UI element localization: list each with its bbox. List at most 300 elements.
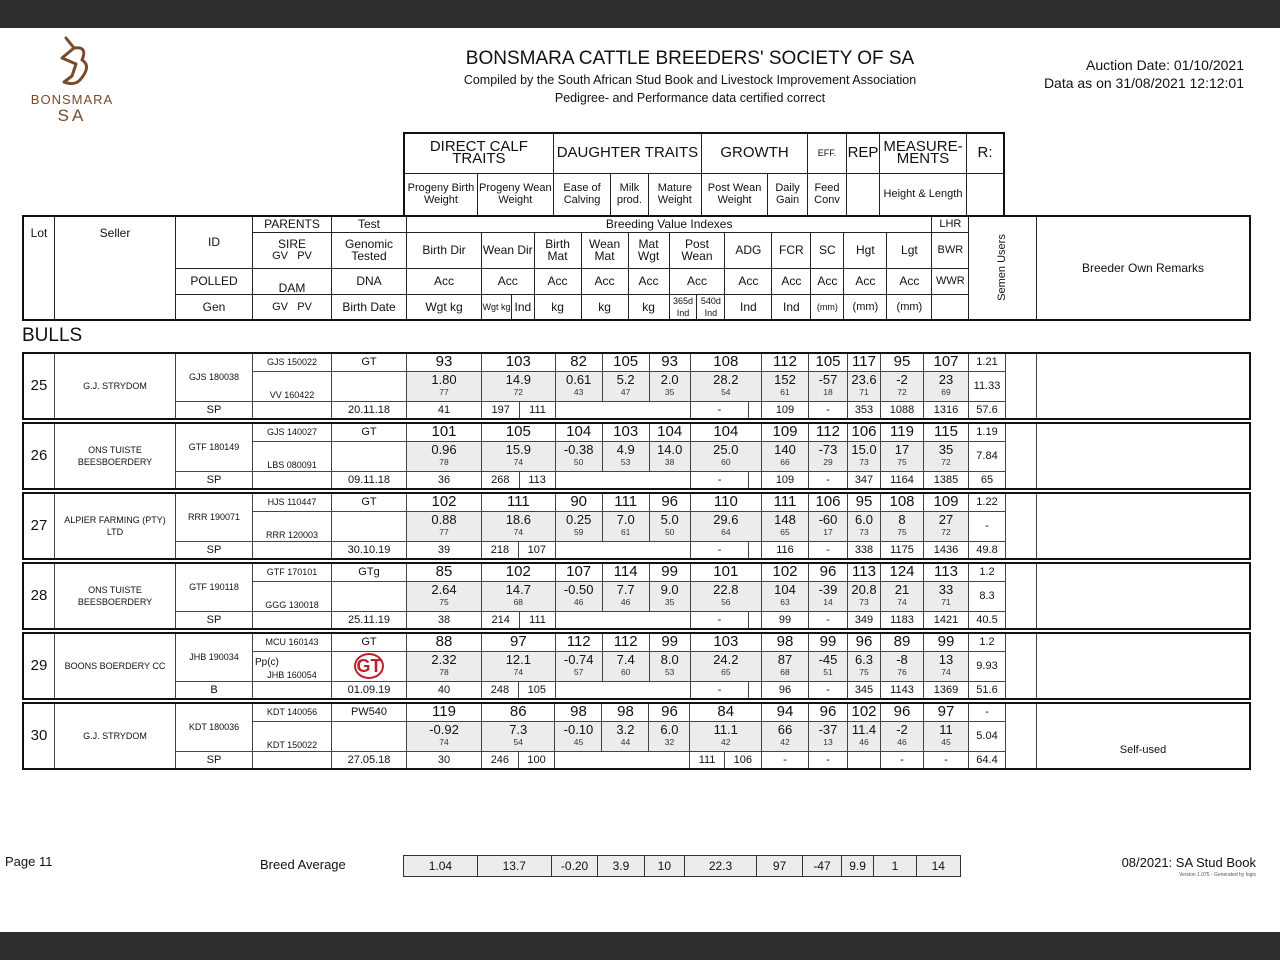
dam-gv: GV [272, 300, 289, 313]
col-semen-users [969, 216, 1037, 320]
lgt-mm: 1316 [924, 401, 969, 419]
accuracy: 61 [780, 387, 790, 397]
accuracy: 72 [941, 457, 951, 467]
wean-weight: 246 [482, 751, 519, 769]
value-wean-dir [482, 581, 556, 611]
value-wean-mat [602, 581, 649, 611]
bv-wean-dir: 103 [482, 353, 556, 371]
col-sc: SC [811, 232, 844, 268]
value-birth-mat [555, 511, 602, 541]
bv-lgt: 99 [924, 633, 969, 651]
dam-pv: PV [297, 300, 312, 313]
bv-lgt: 97 [924, 703, 969, 721]
group-direct-calf: DIRECT CALF TRAITS [404, 133, 553, 173]
breeder-remarks [1037, 633, 1251, 699]
polled-status: SP [176, 611, 253, 629]
bv-wean-mat: 114 [602, 563, 649, 581]
value: 0.88 [431, 512, 457, 527]
col-mat-wgt: Mat Wgt [628, 232, 669, 268]
sub-ease-calving: Ease of Calving [553, 173, 611, 215]
accuracy: 75 [859, 667, 869, 677]
accuracy: 74 [513, 457, 524, 467]
value-lgt [924, 581, 969, 611]
value: 14.9 [505, 372, 531, 387]
value-hgt [881, 581, 924, 611]
accuracy: 75 [897, 527, 907, 537]
unit-r-empty [932, 294, 969, 320]
bv-mat-wgt: 96 [649, 493, 690, 511]
dna-cell [332, 651, 407, 681]
accuracy: 45 [573, 737, 584, 747]
value: -8 [896, 652, 908, 667]
birth-weight: 30 [407, 751, 482, 769]
value-fcr [809, 371, 848, 401]
dam-id-label: LBS 080091 [267, 459, 317, 470]
bv-wean-dir: 86 [482, 703, 555, 721]
accuracy: 54 [513, 737, 523, 747]
sc-mm: 338 [848, 541, 881, 559]
value-fcr [809, 651, 848, 681]
compiled-by: Compiled by the South African Stud Book and Livestock Improvement Association [463, 73, 917, 87]
wean-weight: 248 [482, 681, 519, 699]
logo-text [22, 92, 122, 124]
value-wean-mat [602, 511, 649, 541]
lgt-mm: 1436 [924, 541, 969, 559]
value-birth-dir [407, 581, 482, 611]
value: 4.9 [616, 442, 635, 457]
bv-post-wean: 110 [690, 493, 761, 511]
sub-rep-empty [847, 173, 880, 215]
accuracy: 66 [780, 457, 790, 467]
value-sc [848, 441, 881, 471]
value-lgt [924, 441, 969, 471]
value: 12.1 [505, 652, 531, 667]
col-post-wean: Post Wean [669, 232, 725, 268]
value-mat-wgt [649, 511, 690, 541]
index-540d [749, 681, 762, 699]
dam-id [253, 371, 332, 401]
dam-id-label: KDT 150022 [266, 739, 318, 750]
acc-lgt: Acc [887, 268, 932, 294]
col-birth-mat: Birth Mat [534, 232, 581, 268]
bv-sc: 95 [848, 493, 881, 511]
value: 33 [938, 582, 954, 597]
bv-adg: 102 [762, 563, 809, 581]
bv-wean-dir: 105 [482, 423, 556, 441]
bv-hgt: 95 [881, 353, 924, 371]
bv-hgt: 89 [881, 633, 924, 651]
sub-post-wean: Post Wean Weight [702, 173, 768, 215]
section-bulls: BULLS [22, 325, 83, 346]
lot-number: 26 [23, 423, 55, 489]
accuracy: 50 [664, 527, 675, 537]
group-daughter: DAUGHTER TRAITS [553, 133, 701, 173]
accuracy: 38 [664, 457, 675, 467]
daughter-empty [555, 681, 690, 699]
value-adg [762, 441, 809, 471]
value: 24.2 [713, 652, 739, 667]
animal-id: GTF 190118 [176, 563, 253, 611]
accuracy: 35 [664, 387, 675, 397]
sire-id: KDT 140056 [253, 703, 332, 721]
bv-post-wean: 103 [690, 633, 761, 651]
accuracy: 74 [897, 597, 907, 607]
bv-lgt: 115 [924, 423, 969, 441]
birth-date: 20.11.18 [332, 401, 407, 419]
semen-users-cell [1006, 703, 1037, 769]
breed-average-value: 22.3 [685, 856, 757, 877]
sire-id: GJS 140027 [253, 423, 332, 441]
auction-date: Auction Date: 01/10/2021 [1085, 57, 1244, 73]
value: 6.0 [660, 722, 679, 737]
accuracy: 77 [439, 387, 449, 397]
index-365d: - [690, 611, 749, 629]
accuracy: 68 [513, 597, 524, 607]
bwr-value: - [969, 511, 1006, 541]
bottom-bar [0, 932, 1280, 960]
bv-mat-wgt: 93 [649, 353, 690, 371]
sub-progeny-wean: Progeny Wean Weight [477, 173, 553, 215]
dam-id [253, 721, 332, 751]
col-lgt: Lgt [887, 232, 932, 268]
value-mat-wgt [649, 371, 690, 401]
parent-gen-empty [253, 611, 332, 629]
value: 25.0 [713, 442, 739, 457]
sire-gv-pv [253, 250, 331, 262]
value: 29.6 [713, 512, 739, 527]
value: 17 [894, 442, 910, 457]
value: 21 [894, 582, 910, 597]
value: 7.0 [616, 512, 635, 527]
value: 13 [938, 652, 954, 667]
adg-index: 109 [762, 471, 809, 489]
group-growth: GROWTH [702, 133, 808, 173]
breed-average-value: -0.20 [551, 856, 598, 877]
bv-wean-dir: 102 [482, 563, 556, 581]
bv-fcr: 96 [809, 563, 848, 581]
adg-index: 116 [762, 541, 809, 559]
value: 18.6 [505, 512, 531, 527]
value-fcr [809, 511, 848, 541]
accuracy: 54 [721, 387, 731, 397]
parent-gen-empty [253, 401, 332, 419]
bv-birth-mat: 112 [555, 633, 602, 651]
parent-gen-empty [253, 471, 332, 489]
hgt-mm: 1143 [881, 681, 924, 699]
col-gen: Gen [176, 294, 253, 320]
bv-birth-dir: 88 [407, 633, 482, 651]
value: 8 [898, 512, 906, 527]
value-sc [848, 721, 881, 751]
bv-sc: 96 [848, 633, 881, 651]
dam-id [253, 581, 332, 611]
acc-birth-mat: Acc [534, 268, 581, 294]
animal-id: RRR 190071 [176, 493, 253, 541]
value-sc [848, 581, 881, 611]
studbook-label: 08/2021: SA Stud Book [1121, 855, 1256, 870]
value-hgt [881, 721, 924, 751]
value-post-wean [690, 651, 761, 681]
value-lgt [924, 511, 969, 541]
accuracy: 50 [573, 457, 584, 467]
col-genomic: Genomic Tested [332, 232, 407, 268]
value: 0.61 [565, 372, 592, 387]
parent-gen-empty [253, 751, 332, 769]
dam-id [253, 651, 332, 681]
dam-id [253, 441, 332, 471]
bwr-value: 8.3 [969, 581, 1006, 611]
accuracy: 42 [721, 737, 731, 747]
value-adg [762, 721, 809, 751]
accuracy: 56 [721, 597, 731, 607]
value-lgt [924, 721, 969, 751]
bv-birth-dir: 85 [407, 563, 482, 581]
column-header [22, 215, 1251, 321]
sub-milk-prod: Milk prod. [611, 173, 648, 215]
breed-average-value: 14 [916, 856, 960, 877]
value-hgt [881, 371, 924, 401]
fcr-index: - [809, 681, 848, 699]
test-type: GT [332, 353, 407, 371]
seller-name: G.J. STRYDOM [55, 353, 176, 419]
value: 5.2 [616, 372, 635, 387]
bv-sc: 102 [848, 703, 881, 721]
acc-mat-wgt: Acc [628, 268, 669, 294]
value: -0.92 [429, 722, 459, 737]
value-sc [848, 371, 881, 401]
value: 0.96 [431, 442, 457, 457]
bv-hgt: 96 [881, 703, 924, 721]
polled-status: SP [176, 751, 253, 769]
accuracy: 29 [823, 457, 833, 467]
sub-progeny-birth: Progeny Birth Weight [404, 173, 477, 215]
parent-gen-empty [253, 541, 332, 559]
value-post-wean [690, 441, 761, 471]
accuracy: 61 [620, 527, 631, 537]
breed-average-label: Breed Average [260, 857, 346, 872]
accuracy: 60 [721, 457, 731, 467]
bv-mat-wgt: 99 [649, 633, 690, 651]
bv-birth-dir: 93 [407, 353, 482, 371]
breed-average-value: -47 [803, 856, 842, 877]
logo-name: BONSMARA [30, 92, 114, 107]
birth-weight: 38 [407, 611, 482, 629]
col-fcr: FCR [772, 232, 811, 268]
value-mat-wgt [649, 651, 690, 681]
wean-weight: 197 [482, 401, 520, 419]
breed-average-value: 97 [756, 856, 802, 877]
sc-mm [848, 751, 881, 769]
unit-fcr-ind: Ind [772, 294, 811, 320]
sire-note: Pp(c) [255, 656, 279, 668]
sub-height-length: Height & Length [880, 173, 967, 215]
fcr-index: - [809, 541, 848, 559]
polled-status: SP [176, 471, 253, 489]
acc-fcr: Acc [772, 268, 811, 294]
test-type: GT [332, 423, 407, 441]
value-birth-mat [555, 371, 602, 401]
lot-record [22, 562, 1251, 630]
unit-birth-mat-kg: kg [534, 294, 581, 320]
value-hgt [881, 511, 924, 541]
dna-cell [332, 511, 407, 541]
lot-number: 29 [23, 633, 55, 699]
value: -0.50 [563, 582, 594, 597]
col-sire [253, 232, 332, 268]
bwr-value: 9.93 [969, 651, 1006, 681]
lot-record [22, 352, 1251, 420]
bv-fcr: 96 [809, 703, 848, 721]
value: -45 [818, 652, 838, 667]
test-type: GT [332, 633, 407, 651]
lgt-mm: 1369 [924, 681, 969, 699]
accuracy: 65 [721, 667, 731, 677]
bv-post-wean: 84 [690, 703, 762, 721]
lot-record [22, 702, 1251, 770]
bv-lgt: 107 [924, 353, 969, 371]
value-birth-mat [555, 721, 602, 751]
index-540d: 106 [724, 751, 761, 769]
col-lhr: LHR [932, 216, 969, 232]
value: -2 [896, 722, 908, 737]
value: -0.38 [563, 442, 594, 457]
bv-fcr: 99 [809, 633, 848, 651]
value-birth-dir [407, 511, 482, 541]
value-wean-mat [602, 651, 649, 681]
bv-birth-dir: 102 [407, 493, 482, 511]
value: -0.74 [563, 652, 594, 667]
hgt-mm: 1164 [881, 471, 924, 489]
accuracy: 35 [664, 597, 675, 607]
col-birth-date: Birth Date [332, 294, 407, 320]
value-wean-dir [482, 651, 556, 681]
value: 23 [938, 372, 954, 387]
value: 27 [938, 512, 954, 527]
col-adg: ADG [725, 232, 772, 268]
bv-sc: 106 [848, 423, 881, 441]
col-wean-mat: Wean Mat [581, 232, 628, 268]
unit-540d: 540d Ind [697, 294, 725, 320]
breeder-remarks [1037, 423, 1251, 489]
value: 9.0 [660, 582, 679, 597]
value-post-wean [690, 721, 762, 751]
wean-index: 113 [519, 471, 555, 489]
fcr-index: - [809, 471, 848, 489]
birth-weight: 41 [407, 401, 482, 419]
acc-sc: Acc [811, 268, 844, 294]
bv-post-wean: 104 [690, 423, 761, 441]
accuracy: 72 [513, 387, 524, 397]
test-type: GTg [332, 563, 407, 581]
accuracy: 46 [897, 737, 907, 747]
bv-adg: 109 [762, 423, 809, 441]
value: 14.0 [657, 442, 683, 457]
col-test: Test [332, 216, 407, 232]
col-wwr: WWR [932, 268, 969, 294]
lgt-mm: - [924, 751, 969, 769]
accuracy: 72 [897, 387, 907, 397]
bv-adg: 94 [762, 703, 809, 721]
animal-id: GJS 180038 [176, 353, 253, 401]
dam-id-label: JHB 160054 [267, 669, 317, 680]
lhr-value: 1.2 [969, 563, 1006, 581]
breeder-remarks [1037, 353, 1251, 419]
accuracy: 76 [897, 667, 907, 677]
animal-id: JHB 190034 [176, 633, 253, 681]
value: 7.4 [616, 652, 635, 667]
breeder-remarks: Self-used [1037, 703, 1251, 769]
value-birth-mat [555, 441, 602, 471]
accuracy: 78 [439, 667, 449, 677]
index-540d [749, 401, 762, 419]
value: -39 [818, 582, 838, 597]
sc-mm: 353 [848, 401, 881, 419]
polled-status: SP [176, 401, 253, 419]
value: 15.0 [851, 442, 877, 457]
value: 104 [774, 582, 796, 597]
col-dna: DNA [332, 268, 407, 294]
bv-fcr: 105 [809, 353, 848, 371]
wwr-value: 49.8 [969, 541, 1006, 559]
daughter-empty [555, 471, 690, 489]
index-365d: - [690, 471, 749, 489]
bv-birth-mat: 82 [555, 353, 602, 371]
accuracy: 74 [941, 667, 951, 677]
wean-weight: 214 [482, 611, 520, 629]
bv-wean-dir: 111 [482, 493, 556, 511]
wwr-value: 57.6 [969, 401, 1006, 419]
bv-wean-mat: 103 [602, 423, 649, 441]
sc-mm: 347 [848, 471, 881, 489]
sire-id: GJS 150022 [253, 353, 332, 371]
wwr-value: 64.4 [969, 751, 1006, 769]
accuracy: 65 [780, 527, 790, 537]
hgt-mm: 1088 [881, 401, 924, 419]
value-birth-mat [555, 581, 602, 611]
bv-wean-mat: 98 [602, 703, 649, 721]
fcr-index: - [809, 611, 848, 629]
value-hgt [881, 441, 924, 471]
index-540d [749, 611, 762, 629]
col-lot: Lot [23, 216, 55, 320]
bv-wean-mat: 105 [602, 353, 649, 371]
value: 14.7 [505, 582, 531, 597]
bv-hgt: 108 [881, 493, 924, 511]
accuracy: 53 [664, 667, 675, 677]
lgt-mm: 1385 [924, 471, 969, 489]
acc-wean-dir: Acc [482, 268, 535, 294]
value: 87 [777, 652, 793, 667]
acc-birth-dir: Acc [407, 268, 482, 294]
value-adg [762, 581, 809, 611]
value-post-wean [690, 371, 761, 401]
hgt-mm: - [881, 751, 924, 769]
breed-average-row [404, 856, 961, 877]
value: 8.0 [660, 652, 679, 667]
accuracy: 63 [780, 597, 790, 607]
unit-wgt-kg: Wgt kg [407, 294, 482, 320]
bv-post-wean: 108 [690, 353, 761, 371]
value: 66 [777, 722, 793, 737]
value: 140 [774, 442, 796, 457]
index-365d: - [690, 681, 749, 699]
wwr-value: 51.6 [969, 681, 1006, 699]
value-mat-wgt [649, 721, 690, 751]
value: 7.3 [509, 722, 528, 737]
semen-users-cell [1006, 423, 1037, 489]
document-page [0, 28, 1280, 932]
accuracy: 45 [941, 737, 951, 747]
